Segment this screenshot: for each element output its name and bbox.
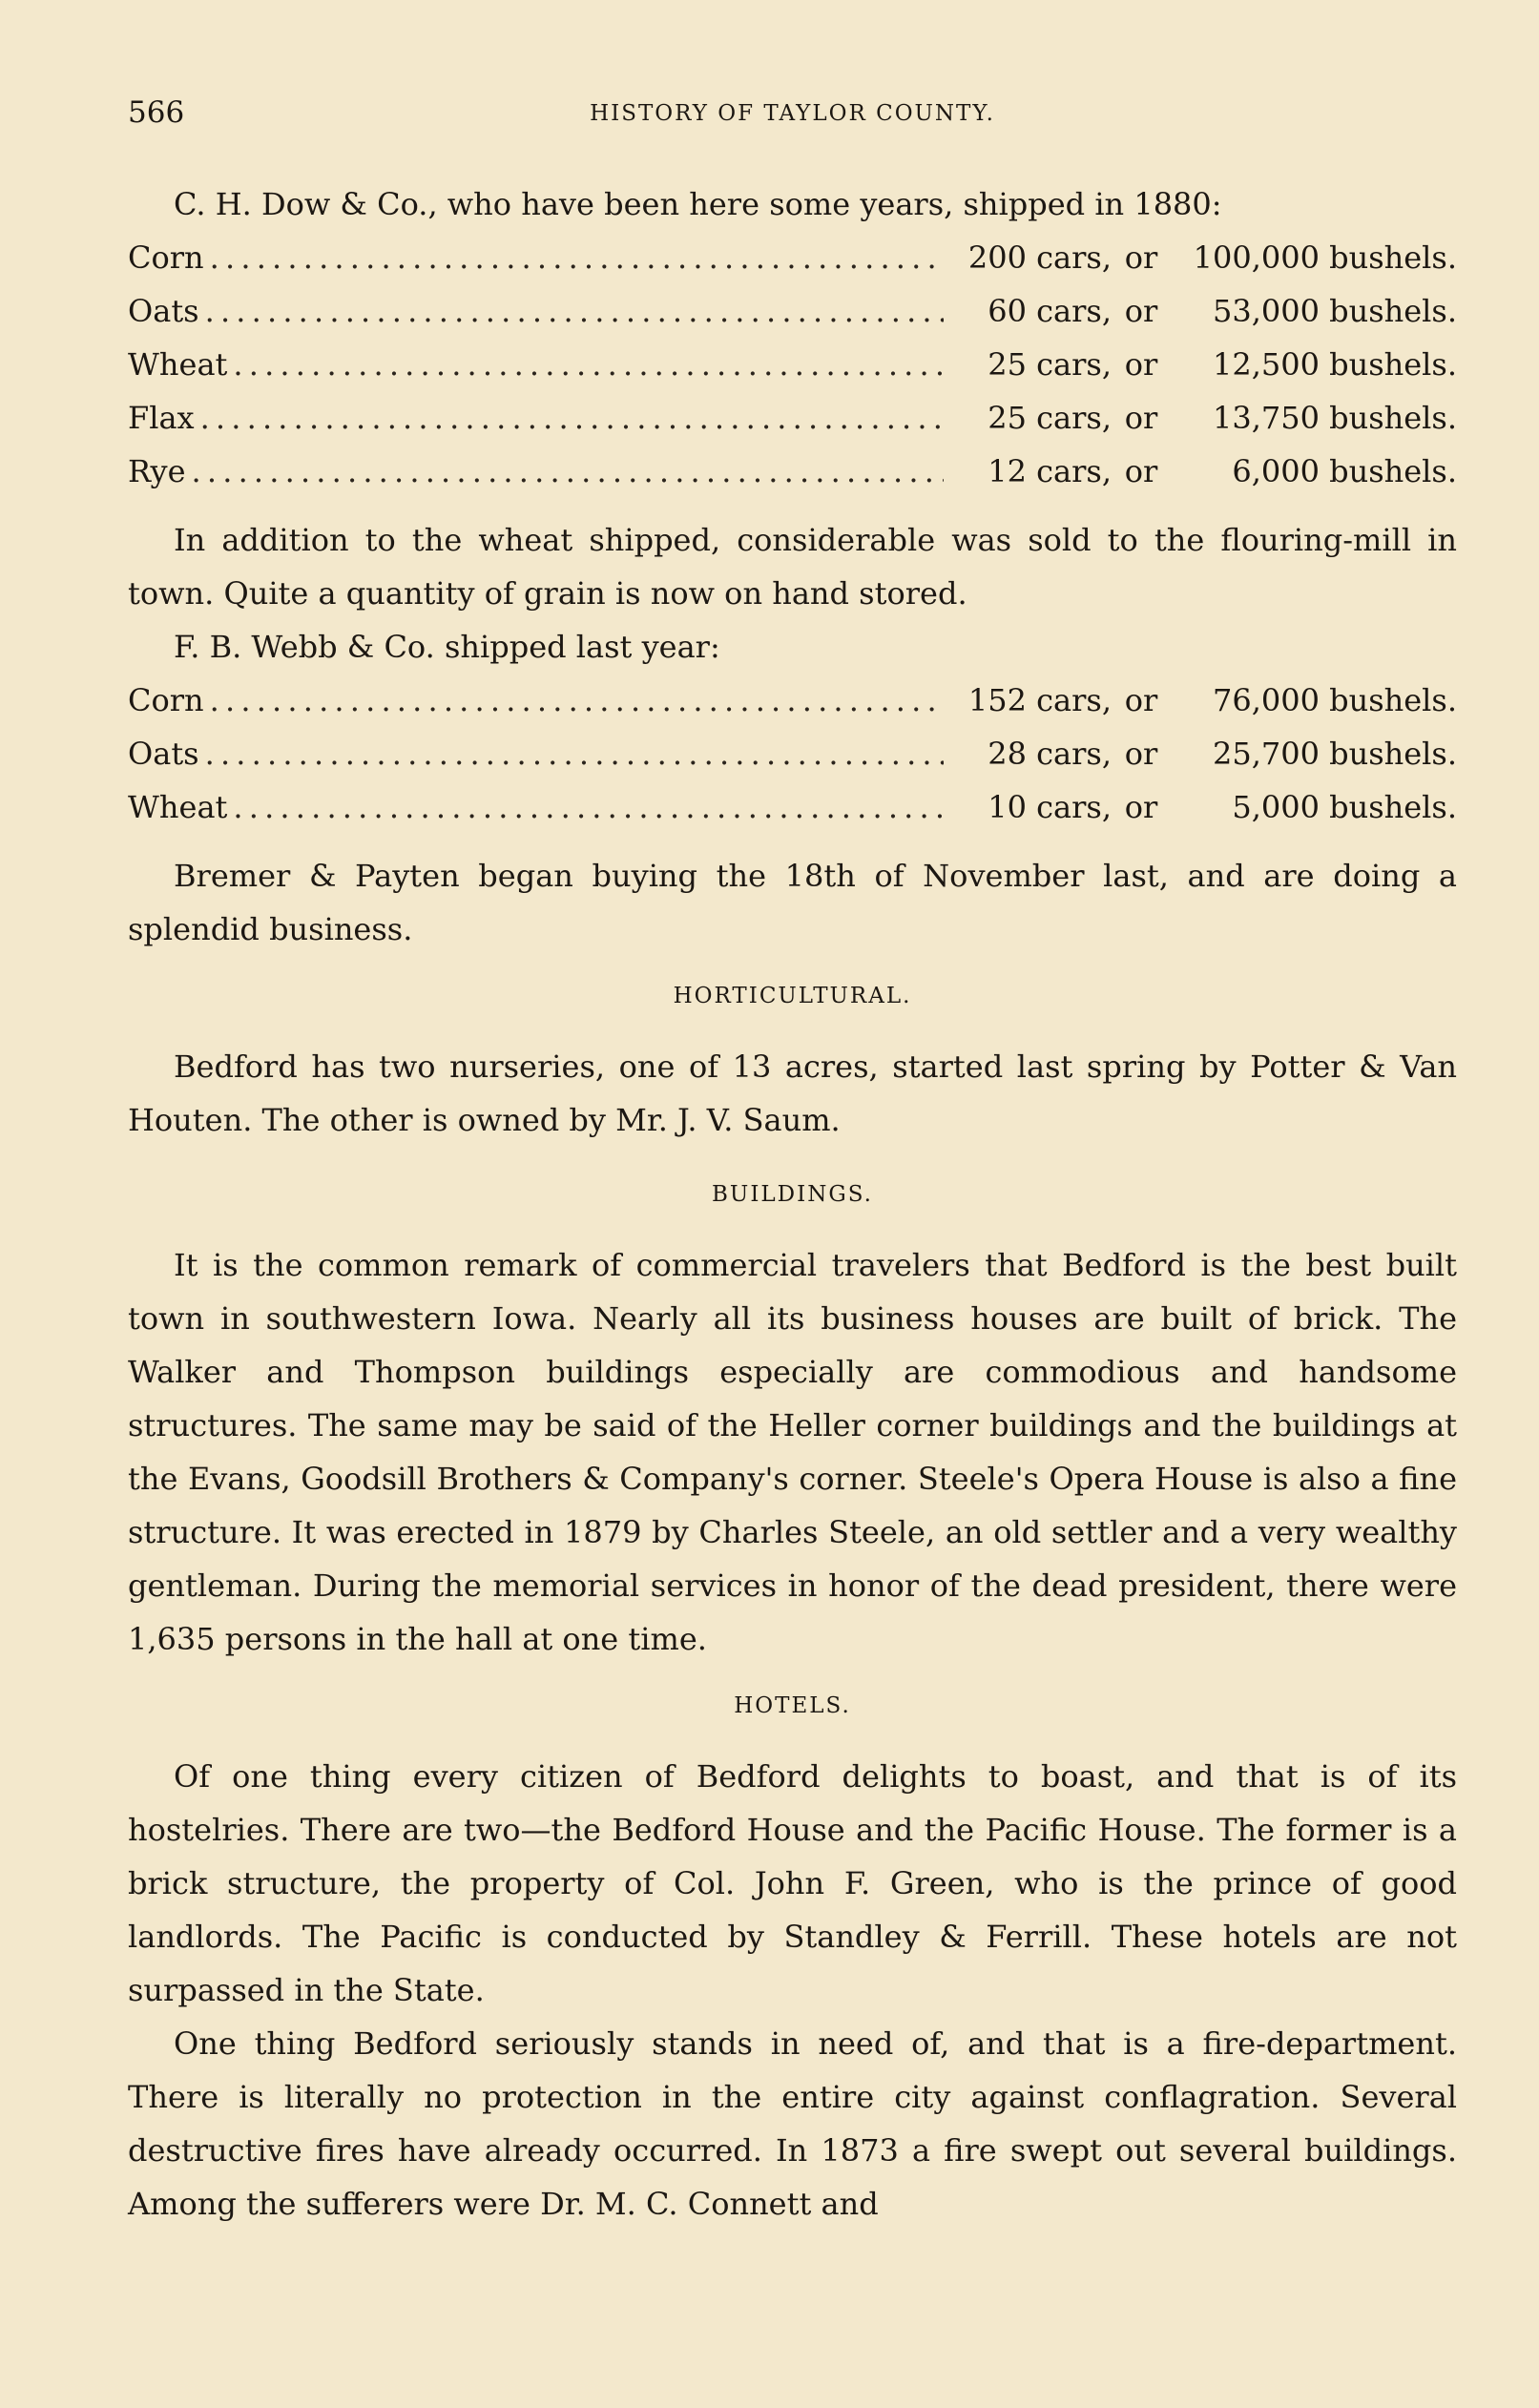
bushel-count: 6,000 bushels. bbox=[1232, 453, 1457, 489]
shipment-row bbox=[128, 284, 1457, 338]
shipment-row bbox=[128, 445, 1457, 498]
crop-name: Oats bbox=[128, 293, 199, 329]
shipment-row bbox=[128, 391, 1457, 445]
page-number: 566 bbox=[128, 95, 185, 130]
dot-leader bbox=[192, 445, 944, 498]
or-word: or bbox=[1124, 682, 1158, 718]
car-count: 12 cars, bbox=[988, 453, 1112, 489]
crop-name: Corn bbox=[128, 239, 204, 276]
fire-department-paragraph: One thing Bedford seriously stands in need of, and that is a fire-department. There is literally no protection in the entire city against conflagration. Several destructive fires have already occurred. In 1873 a fire swept out several buildings. Among the sufferers were Dr. M. C. Connett and bbox=[128, 2025, 1457, 2222]
dot-leader bbox=[233, 780, 944, 834]
webb-shipment-table bbox=[128, 674, 1457, 834]
hotels-heading: HOTELS. bbox=[734, 1693, 851, 1718]
shipment-row bbox=[128, 231, 1457, 284]
buildings-paragraph: It is the common remark of commercial travelers that Bedford is the best built town in southwestern Iowa. Nearly all its business houses are built of brick. The Walker and Thompson buildings especially are commodious and handsome structures. The same may be said of the Heller corner buildings and the buildings at the Evans, Goodsill Brothers & Company's corner. Steele's Opera House is also a fine structure. It was erected in 1879 by Charles Steele, an old settler and a very wealthy gentleman. During the memorial services in honor of the dead president, there were 1,635 persons in the hall at one time. bbox=[128, 1247, 1457, 1657]
dot-leader bbox=[210, 231, 944, 284]
car-count: 60 cars, bbox=[988, 293, 1112, 329]
dot-leader bbox=[205, 284, 944, 338]
or-word: or bbox=[1124, 293, 1158, 329]
crop-name: Corn bbox=[128, 682, 204, 718]
dot-leader bbox=[210, 674, 944, 727]
crop-name: Wheat bbox=[128, 789, 228, 825]
dot-leader bbox=[205, 727, 944, 780]
horticultural-paragraph: Bedford has two nurseries, one of 13 acres, started last spring by Potter & Van Houten. The other is owned by Mr. J. V. Saum. bbox=[128, 1048, 1457, 1138]
bushel-count: 25,700 bushels. bbox=[1212, 736, 1457, 772]
or-word: or bbox=[1124, 736, 1158, 772]
bushel-count: 5,000 bushels. bbox=[1232, 789, 1457, 825]
or-word: or bbox=[1124, 346, 1158, 383]
car-count: 25 cars, bbox=[988, 400, 1112, 436]
shipment-row bbox=[128, 780, 1457, 834]
bushel-count: 76,000 bushels. bbox=[1212, 682, 1457, 718]
webb-intro: F. B. Webb & Co. shipped last year: bbox=[174, 629, 720, 665]
car-count: 10 cars, bbox=[988, 789, 1112, 825]
or-word: or bbox=[1124, 239, 1158, 276]
bushel-count: 100,000 bushels. bbox=[1193, 239, 1457, 276]
hotels-paragraph: Of one thing every citizen of Bedford delights to boast, and that is of its hostelries. There are two—the Bedford House and the Pacific House. The former is a brick structure, the property of Col. John F. Green, who is the prince of good landlords. The Pacific is conducted by Standley & Ferrill. These hotels are not surpassed in the State. bbox=[128, 1758, 1457, 2008]
dow-shipment-table bbox=[128, 231, 1457, 498]
dot-leader bbox=[200, 391, 944, 445]
car-count: 200 cars, bbox=[967, 239, 1112, 276]
running-head: HISTORY OF TAYLOR COUNTY. bbox=[590, 101, 995, 126]
buildings-heading: BUILDINGS. bbox=[712, 1182, 873, 1207]
wheat-note-paragraph: In addition to the wheat shipped, considerable was sold to the flouring-mill in town. Quite a quantity of grain is now on hand stored. bbox=[128, 522, 1457, 612]
or-word: or bbox=[1124, 789, 1158, 825]
shipment-row bbox=[128, 674, 1457, 727]
car-count: 25 cars, bbox=[988, 346, 1112, 383]
car-count: 28 cars, bbox=[988, 736, 1112, 772]
crop-name: Rye bbox=[128, 453, 186, 489]
or-word: or bbox=[1124, 453, 1158, 489]
crop-name: Flax bbox=[128, 400, 195, 436]
bushel-count: 12,500 bushels. bbox=[1212, 346, 1457, 383]
page-header bbox=[128, 95, 1457, 149]
car-count: 152 cars, bbox=[967, 682, 1112, 718]
bushel-count: 13,750 bushels. bbox=[1212, 400, 1457, 436]
shipment-row bbox=[128, 338, 1457, 391]
shipment-row bbox=[128, 727, 1457, 780]
dow-intro: C. H. Dow & Co., who have been here some years, shipped in 1880: bbox=[174, 186, 1222, 222]
or-word: or bbox=[1124, 400, 1158, 436]
bushel-count: 53,000 bushels. bbox=[1212, 293, 1457, 329]
bremer-paragraph: Bremer & Payten began buying the 18th of November last, and are doing a splendid business. bbox=[128, 858, 1457, 947]
crop-name: Oats bbox=[128, 736, 199, 772]
dot-leader bbox=[233, 338, 944, 391]
horticultural-heading: HORTICULTURAL. bbox=[673, 984, 912, 1008]
crop-name: Wheat bbox=[128, 346, 228, 383]
